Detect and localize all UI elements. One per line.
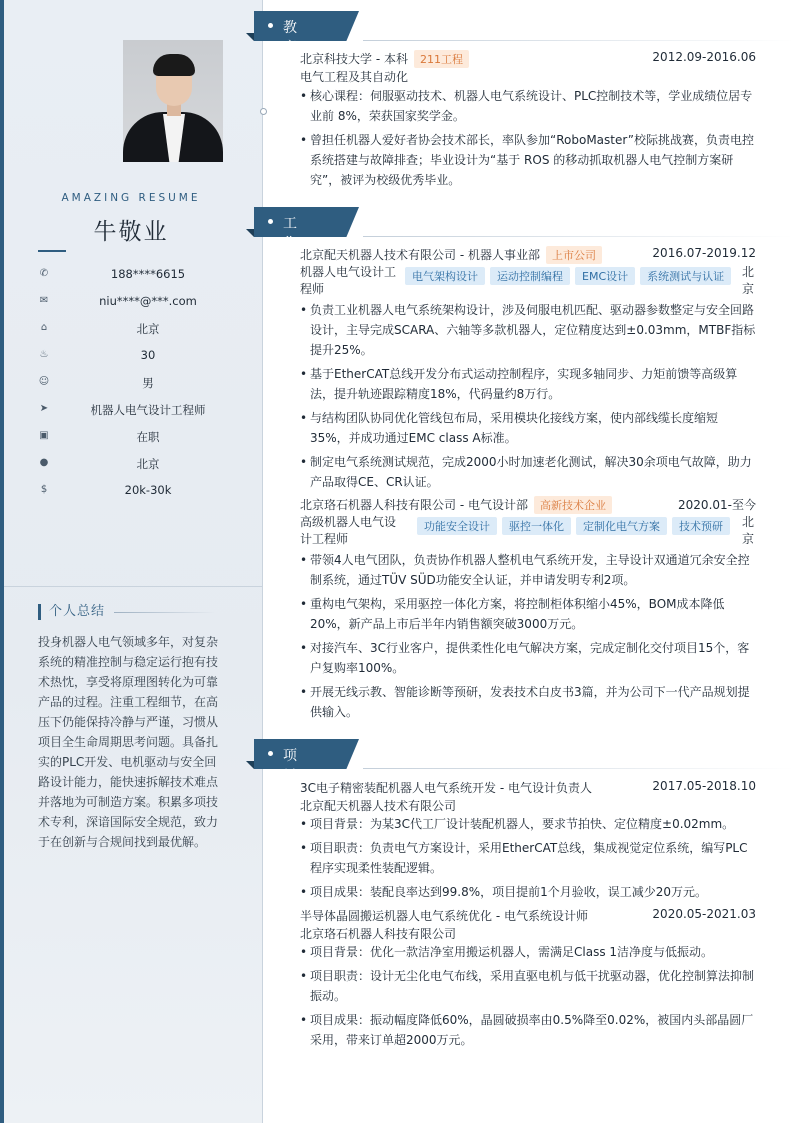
info-target-city-text: 北京: [136, 457, 160, 471]
project-name: 半导体晶圆搬运机器人电气系统优化 - 电气系统设计师: [300, 909, 588, 923]
project-period: 2017.05-2018.10: [652, 779, 756, 793]
job-skill-tags: [412, 517, 730, 535]
project-header: [300, 907, 756, 924]
project-bullet: • 项目背景：优化一款洁净室用搬运机器人，需满足Class 1洁净度与低振动。: [300, 942, 756, 962]
job-bullet: • 带领4人电气团队，负责协作机器人整机电气系统开发，主导设计双通道冗余安全控制系统，通过TÜV SÜD功能安全认证，并申请发明专利2项。: [300, 550, 756, 590]
skill-tag: 驱控一体化: [502, 517, 571, 535]
skill-tag: 系统测试与认证: [640, 267, 731, 285]
project-bullet: • 项目职责：负责电气方案设计，采用EtherCAT总线，集成视觉定位系统，编写PLC程序实现柔性装配逻辑。: [300, 838, 756, 878]
job-company-tag: 高新技术企业: [534, 496, 612, 514]
project-company: 北京配天机器人技术有限公司: [300, 799, 457, 813]
education-header: [300, 50, 756, 68]
education-period: 2012.09-2016.06: [652, 50, 756, 64]
job-period: 2020.01-至今: [678, 498, 756, 512]
job-header: [300, 496, 756, 514]
section-rule: [363, 40, 794, 41]
resume-tagline: AMAZING RESUME: [61, 192, 201, 204]
mail-icon: ✉: [39, 295, 49, 306]
sidebar: [0, 0, 263, 1123]
money-icon: $: [40, 484, 48, 495]
job-role: 高级机器人电气设计工程师: [300, 515, 397, 546]
skill-tag: 运动控制编程: [490, 267, 570, 285]
bullet-dot-icon: [268, 23, 273, 28]
project-bullet: • 项目职责：设计无尘化电气布线，采用直驱电机与低干扰驱动器，优化控制算法抑制振动。: [300, 966, 756, 1006]
sidebar-divider: [4, 586, 262, 587]
bullet-dot-icon: [268, 219, 273, 224]
sidebar-accent-bar: [0, 0, 4, 1123]
skill-tag: EMC设计: [575, 267, 635, 285]
job-header: [300, 246, 756, 264]
skill-tag: 技术预研: [672, 517, 730, 535]
info-status: [38, 428, 238, 446]
job-role-line: [300, 264, 756, 298]
send-icon: ➤: [39, 403, 49, 414]
summary-title: 个人总结: [38, 604, 105, 620]
skill-tag: 电气架构设计: [405, 267, 485, 285]
bullet-dot-icon: [268, 751, 273, 756]
education-school: 北京科技大学 - 本科: [300, 52, 408, 66]
info-target-city: [38, 455, 238, 473]
name-underline: [38, 250, 66, 252]
summary-title-rule: [114, 612, 216, 613]
education-major: 电气工程及其自动化: [300, 70, 409, 84]
location-icon: ●: [39, 457, 49, 468]
info-phone-text: 188****6615: [110, 267, 186, 281]
project-bullet: • 项目成果：装配良率达到99.8%，项目提前1个月验收，误工减少20万元。: [300, 882, 756, 902]
section-title-work: 工作经历: [283, 216, 298, 292]
skill-tag: 功能安全设计: [417, 517, 497, 535]
job-bullet: • 对接汽车、3C行业客户，提供柔性化电气解决方案，完成定制化交付项目15个，客户复购率100%。: [300, 638, 756, 678]
job-company: 北京珞石机器人科技有限公司 - 电气设计部: [300, 498, 528, 512]
project-period: 2020.05-2021.03: [652, 907, 756, 921]
info-email-text: niu****@***.com: [99, 294, 197, 308]
info-age: [38, 347, 238, 365]
smile-icon: ☺: [38, 376, 50, 387]
project-company: 北京珞石机器人科技有限公司: [300, 927, 457, 941]
education-tag: 211工程: [414, 50, 469, 68]
cake-icon: ♨: [39, 349, 49, 360]
briefcase-icon: ▣: [39, 430, 49, 441]
section-title-education: 教育经历: [283, 20, 298, 96]
job-bullet: • 与结构团队协同优化管线包布局，采用模块化接线方案，使内部线缆长度缩短35%，并成功通过EMC class A标准。: [300, 408, 756, 448]
job-role: 机器人电气设计工程师: [300, 265, 397, 296]
job-company-tag: 上市公司: [546, 246, 602, 264]
job-bullet: • 基于EtherCAT总线开发分布式运动控制程序，实现多轴同步、力矩前馈等高级算法，提升轨迹跟踪精度18%，代码量约8万行。: [300, 364, 756, 404]
project-name: 3C电子精密装配机器人电气系统开发 - 电气设计负责人: [300, 781, 592, 795]
phone-icon: ✆: [39, 268, 49, 279]
job-role-line: [300, 514, 756, 548]
info-phone: [38, 266, 238, 284]
section-rule: [363, 236, 794, 237]
info-status-text: 在职: [136, 430, 160, 444]
project-bullet: • 项目背景：为某3C代工厂设计装配机器人，要求节拍快、定位精度±0.02mm。: [300, 814, 756, 834]
job-city: 北京: [742, 265, 755, 296]
project-header: [300, 779, 756, 796]
skill-tag: 定制化电气方案: [576, 517, 667, 535]
info-hometown-text: 北京: [136, 322, 160, 336]
info-age-text: 30: [140, 348, 156, 362]
job-bullet: • 制定电气系统测试规范，完成2000小时加速老化测试，解决30余项电气故障，助力产品取得CE、CR认证。: [300, 452, 756, 492]
info-target-role-text: 机器人电气设计工程师: [90, 403, 206, 417]
job-city: 北京: [742, 515, 755, 546]
job-bullet: • 重构电气架构，采用驱控一体化方案，将控制柜体积缩小45%，BOM成本降低20%，新产品上市后半年内销售额突破3000万元。: [300, 594, 756, 634]
main-content: [263, 0, 794, 1123]
job-bullet: • 负责工业机器人电气系统架构设计，涉及伺服电机匹配、驱动器参数整定与安全回路设计，主导完成SCARA、六轴等多款机器人，定位精度达到±0.03mm，MTBF指标提升25%。: [300, 300, 756, 360]
education-bullet: • 核心课程：伺服驱动技术、机器人电气系统设计、PLC控制技术等，学业成绩位居专业前 8%，荣获国家奖学金。: [300, 86, 756, 126]
home-icon: ⌂: [40, 322, 48, 333]
education-bullet: • 曾担任机器人爱好者协会技术部长，率队参加“RoboMaster”校际挑战赛，负责电控系统搭建与故障排查；毕业设计为“基于 ROS 的移动抓取机器人电气控制方案研究”，被评为校级优秀毕业。: [300, 130, 756, 190]
info-gender-text: 男: [142, 376, 154, 390]
profile-photo: [123, 40, 223, 162]
summary-text: 投身机器人电气领域多年，对复杂系统的精准控制与稳定运行抱有技术热忱，享受将原理图转化为可靠产品的过程。注重工程细节，在高压下仍能保持冷静与严谨，习惯从项目全生命周期思考问题。具备扎实的PLC开发、电机驱动与安全回路设计能力，能快速拆解技术难点并落地为可制造方案。积累多项技术专利，深谙国际安全规范，致力于在创新与合规间找到最优解。: [38, 635, 219, 849]
info-gender: [38, 374, 238, 392]
job-period: 2016.07-2019.12: [652, 246, 756, 260]
job-bullet: • 开展无线示教、智能诊断等预研，发表技术白皮书3篇，并为公司下一代产品规划提供输入。: [300, 682, 756, 722]
candidate-name: 牛敬业: [93, 219, 169, 245]
project-bullet: • 项目成果：振动幅度降低60%，晶圆破损率由0.5%降至0.02%，被国内头部晶圆厂采用，带来订单超2000万元。: [300, 1010, 756, 1050]
info-salary-text: 20k-30k: [124, 483, 172, 497]
job-company: 北京配天机器人技术有限公司 - 机器人事业部: [300, 248, 540, 262]
info-salary: [38, 482, 238, 500]
info-email: [38, 293, 238, 311]
section-title-projects: 项目经历: [283, 748, 298, 824]
job-skill-tags: [400, 267, 731, 285]
section-rule: [363, 768, 794, 769]
info-hometown: [38, 320, 238, 338]
info-target-role: [38, 401, 238, 419]
